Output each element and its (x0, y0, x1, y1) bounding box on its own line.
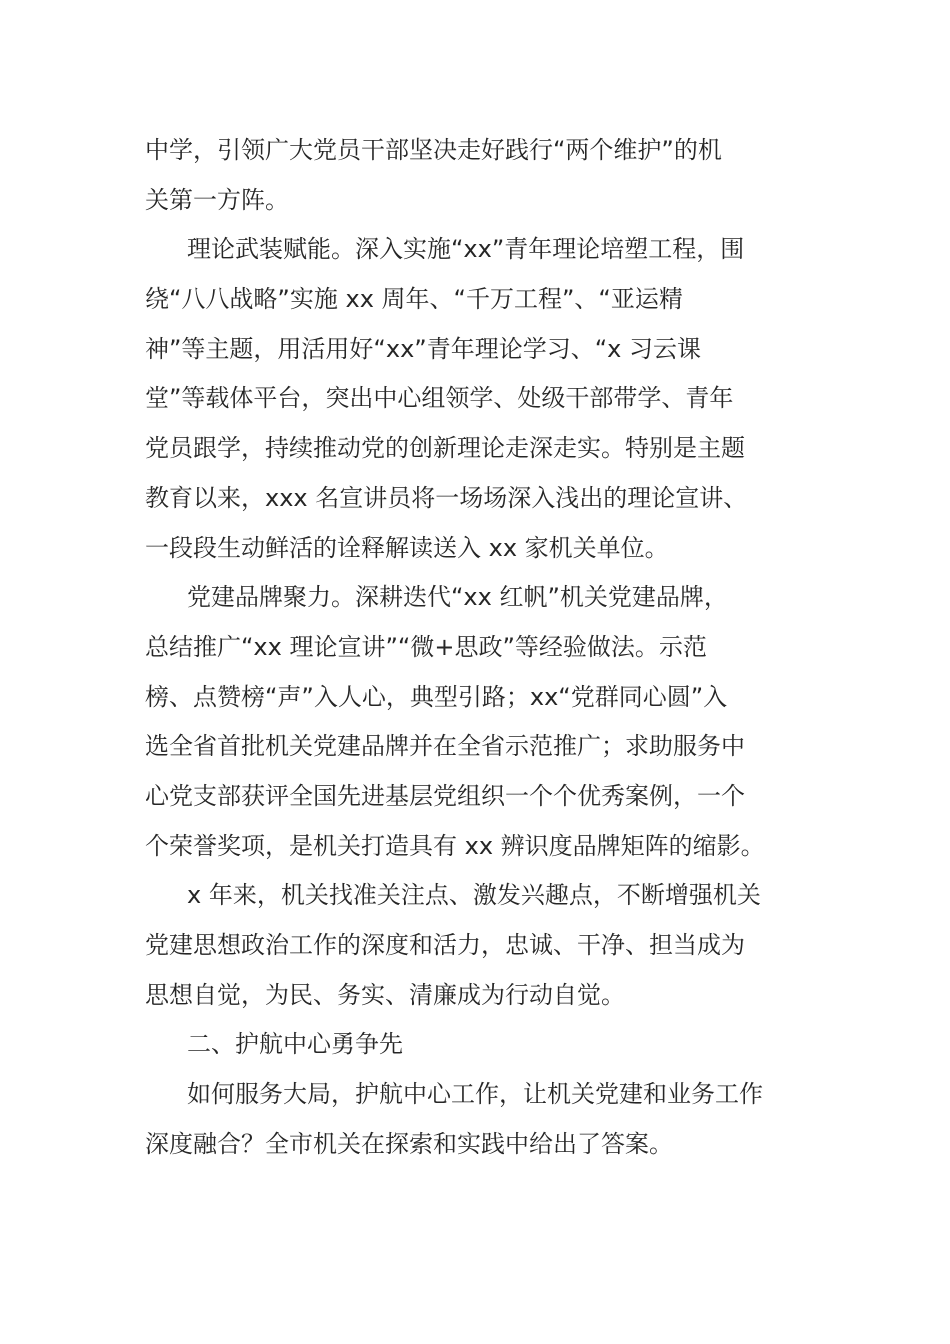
text-line-5: 神”等主题，用活用好“xx”青年理论学习、“x 习云课 (145, 334, 701, 363)
text-line-10: 党建品牌聚力。深耕迭代“xx 红帆”机关党建品牌， (187, 583, 728, 612)
text-line-16: x 年来，机关找准关注点、激发兴趣点，不断增强机关 (187, 881, 761, 910)
text-line-4: 绕“八八战略”实施 xx 周年、“千万工程”、“亚运精 (145, 285, 683, 314)
text-line-8: 教育以来，xxx 名宣讲员将一场场深入浅出的理论宣讲、 (145, 483, 748, 512)
body-text (145, 126, 805, 1169)
text-line-14: 心党支部获评全国先进基层党组织一个个优秀案例，一个 (145, 781, 745, 810)
text-line-13: 选全省首批机关党建品牌并在全省示范推广；求助服务中 (145, 732, 745, 761)
text-line-20: 如何服务大局，护航中心工作，让机关党建和业务工作 (187, 1080, 763, 1109)
text-line-15: 个荣誉奖项，是机关打造具有 xx 辨识度品牌矩阵的缩影。 (145, 831, 765, 860)
text-line-7: 党员跟学，持续推动党的创新理论走深走实。特别是主题 (145, 434, 745, 463)
text-line-6: 堂”等载体平台，突出中心组领学、处级干部带学、青年 (145, 384, 734, 413)
text-line-21: 深度融合？全市机关在探索和实践中给出了答案。 (145, 1129, 673, 1158)
text-line-12: 榜、点赞榜“声”入人心，典型引路；xx“党群同心圆”入 (145, 682, 728, 711)
text-line-2: 关第一方阵。 (145, 185, 289, 214)
section-heading: 二、护航中心勇争先 (187, 1030, 403, 1059)
text-line-3: 理论武装赋能。深入实施“xx”青年理论培塑工程，围 (187, 235, 745, 264)
text-line-11: 总结推广“xx 理论宣讲”“微+思政”等经验做法。示范 (145, 632, 707, 661)
text-line-18: 思想自觉，为民、务实、清廉成为行动自觉。 (145, 980, 625, 1009)
text-line-9: 一段段生动鲜活的诠释解读送入 xx 家机关单位。 (145, 533, 669, 562)
text-line-1: 中学，引领广大党员干部坚决走好践行“两个维护”的机 (145, 136, 722, 164)
text-line-17: 党建思想政治工作的深度和活力，忠诚、干净、担当成为 (145, 931, 745, 959)
